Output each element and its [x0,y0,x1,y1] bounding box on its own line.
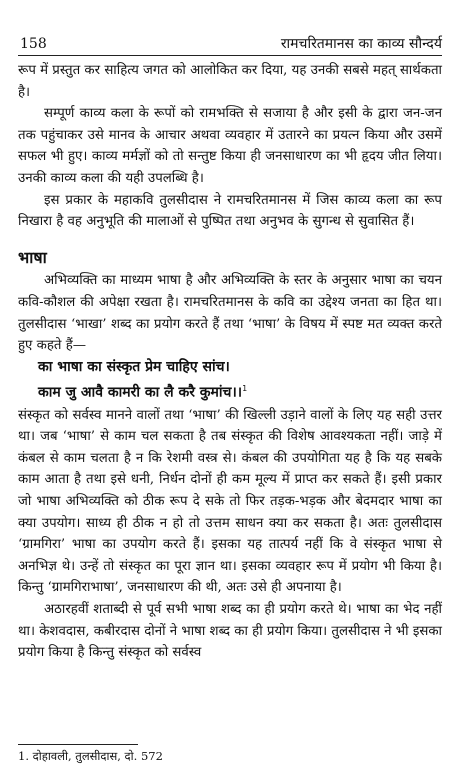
page-body [18,60,442,664]
paragraph: सम्पूर्ण काव्य कला के रूपों को रामभक्ति से सजाया है और इसी के द्वारा जन-जन तक पहुंचाकर उसे मानव के आचार अथवा व्यवहार में उतारने का प्रयत्न किया और उसमें सफल भी हुए। काव्य मर्मज्ञों को तो सन्तुष्ट किया ही जनसाधारण का भी हृदय जीत लिया। उनकी काव्य कला की यही उपलब्धि है। [18,106,442,186]
paragraph-continuation: रूप में प्रस्तुत कर साहित्य जगत को आलोकित कर दिया, यह उनकी सबसे महत् सार्थकता है। [18,63,442,100]
footnote: 1. दोहावली, तुलसीदास, दो. 572 [18,749,163,763]
page-header [20,34,442,54]
paragraph: अभिव्यक्ति का माध्यम भाषा है और अभिव्यक्ति के स्तर के अनुसार भाषा का चयन कवि-कौशल की अपेक्षा रखता है। रामचरितमानस के कवि का उद्देश्य जनता का हित था। तुलसीदास ‘भाखा’ शब्द का प्रयोग करते हैं तथा ‘भाषा’ के विषय में स्पष्ट मत व्यक्त करते हुए कहते हैं— [18,273,442,354]
header-rule [18,55,442,56]
page-number: 158 [20,36,47,52]
section-heading: भाषा [18,247,47,267]
footnote-marker: 1 [242,384,248,394]
paragraph: संस्कृत को सर्वस्व मानने वालों तथा ‘भाषा’ की खिल्ली उड़ाने वालों के लिए यह सही उत्तर था। जब ‘भाषा’ से काम चल सकता है तब संस्कृत की विशेष आवश्यकता नहीं। जाड़े में कंबल से काम चलता है न कि रेशमी वस्त्र से। कंबल की उपयोगिता यह है कि यह सबके काम आता है तथा इसे धनी, निर्धन दोनों ही कम मूल्य में प्राप्त कर सकते हैं। इसी प्रकार जो भाषा अभिव्यक्ति को ठीक रूप दे सके तो फिर तड़क-भड़क और बेदमदार भाषा का क्या उपयोग। साध्य ही ठीक न हो तो उत्तम साधन क्या कर सकता है। अतः तुलसीदास ‘ग्रामगिरा’ भाषा का उपयोग करते हैं। इसका यह तात्पर्य नहीं कि वे संस्कृत भाषा से अनभिज्ञ थे। उन्हें तो संस्कृत का पूरा ज्ञान था। इसका व्यवहार रूप में प्रयोग भी किया है। किन्तु ‘ग्रामगिराभाषा’, जनसाधारण की थी, अतः उसे ही अपनाया है। [18,407,442,596]
verse-line: का भाषा का संस्कृत प्रेम चाहिए सांच। [38,358,230,375]
paragraph: अठारहवीं शताब्दी से पूर्व सभी भाषा शब्द का ही प्रयोग करते थे। भाषा का भेद नहीं था। केशवदास, कबीरदास दोनों ने भाषा शब्द का ही प्रयोग किया। तुलसीदास ने भी इसका प्रयोग किया है किन्तु संस्कृत को सर्वस्व [18,601,442,661]
footnote-rule [18,744,138,745]
running-title: रामचरितमानस का काव्य सौन्दर्य [280,36,442,52]
verse-line [38,378,442,404]
paragraph: इस प्रकार के महाकवि तुलसीदास ने रामचरितमानस में जिस काव्य कला का रूप निखारा है वह अनुभूति की मालाओं से पुष्पित तथा अनुभव के सुगन्ध से सुवासित हैं। [18,192,442,230]
verse-text: काम जु आवै कामरी का लै करै कुमांच।। [38,384,243,401]
